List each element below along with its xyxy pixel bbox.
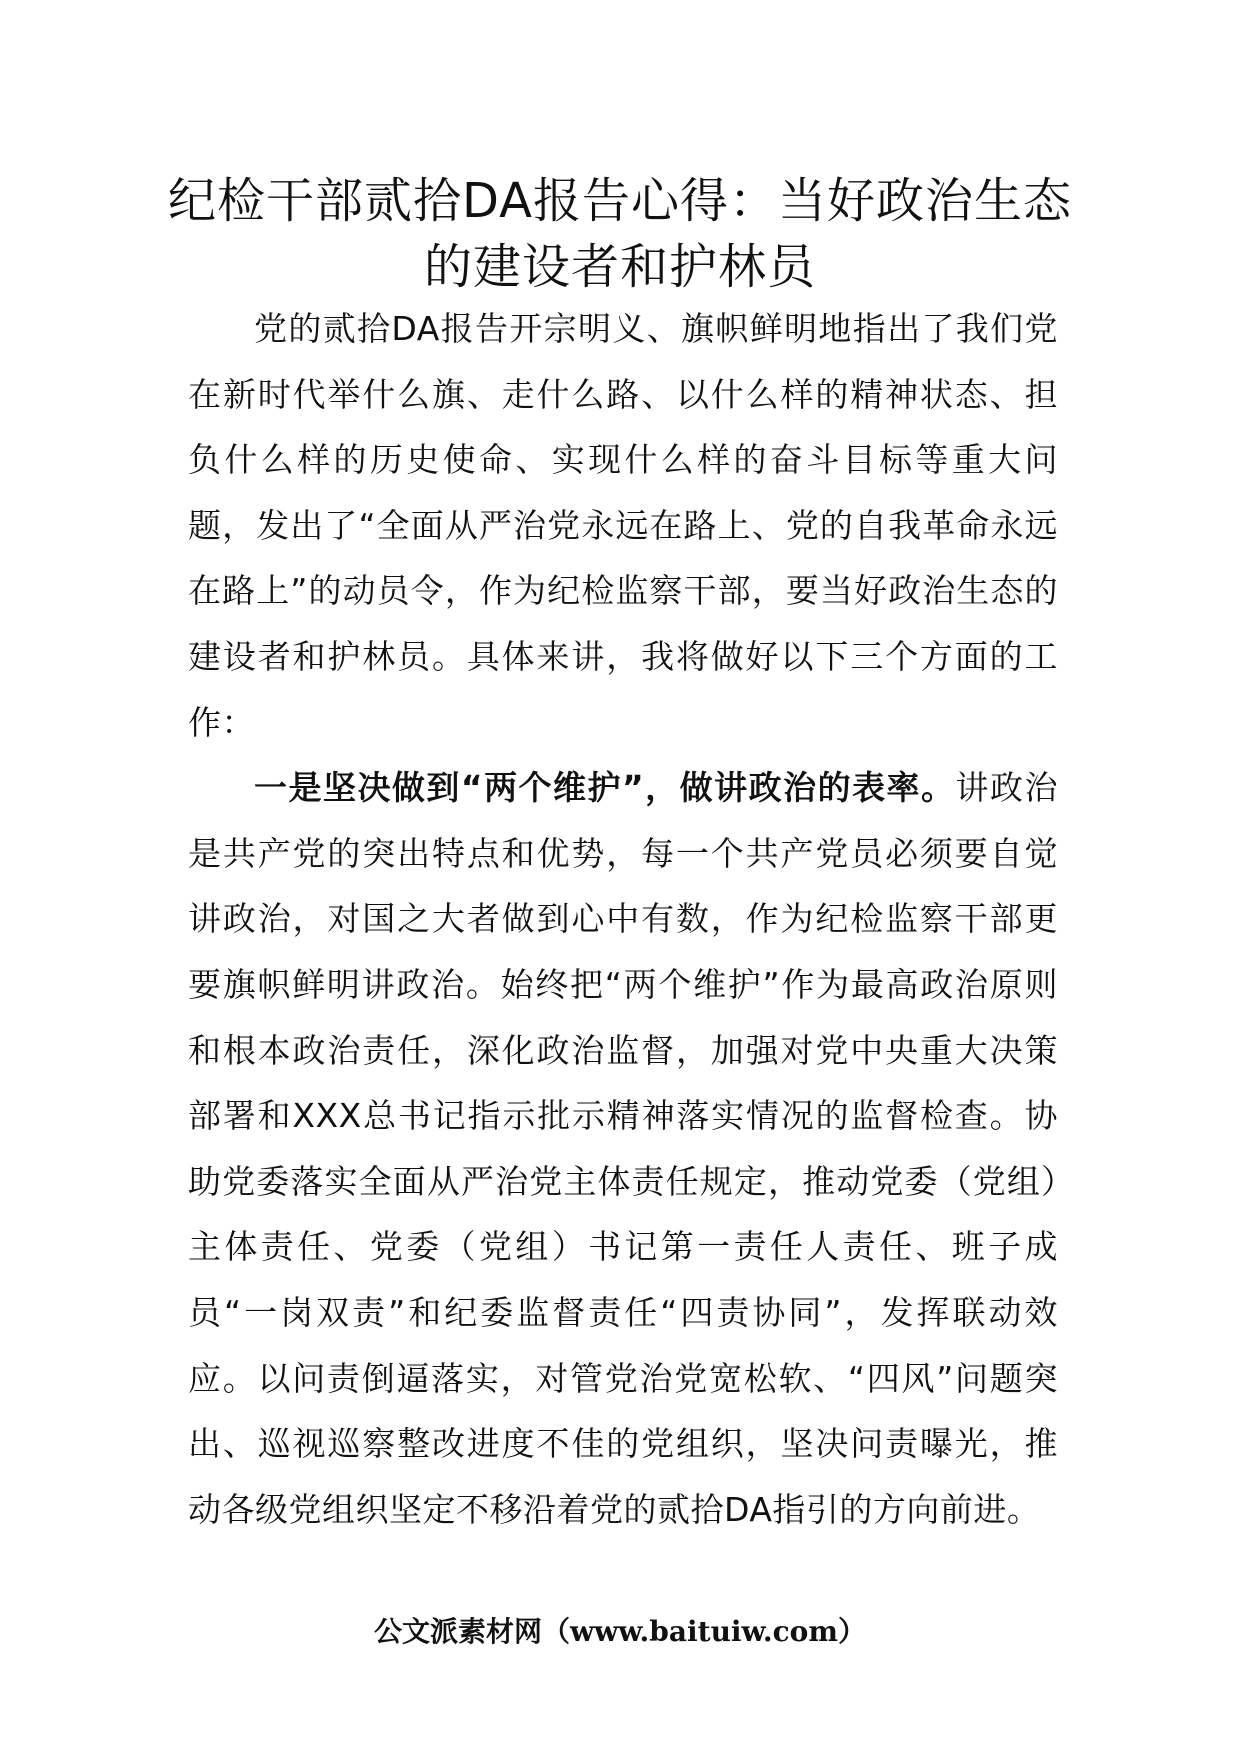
paragraph-lead-sentence: 一是坚决做到“两个维护”，做讲政治的表率。 [254, 768, 956, 808]
paragraph-intro: 党的贰拾DA报告开宗明义、旗帜鲜明地指出了我们党在新时代举什么旗、走什么路、以什么样的精神状态、担负什么样的历史使命、实现什么样的奋斗目标等重大问题，发出了“全面从严治党永远在路上、党的自我革命永远在路上”的动员令，作为纪检监察干部，要当好政治生态的建设者和护林员。具体来讲，我将做好以下三个方面的工作： [188, 309, 1058, 742]
document-title [150, 168, 1090, 300]
document-body [188, 296, 1058, 1542]
title-line-1: 纪检干部贰拾DA报告心得：当好政治生态 [168, 173, 1072, 229]
title-line-2: 的建设者和护林员 [423, 239, 816, 295]
watermark-footer: 公文派素材网（www.baituiw.com） [374, 1615, 866, 1648]
paragraph-body-text: 讲政治是共产党的突出特点和优势，每一个共产党员必须要自觉讲政治，对国之大者做到心中有数，作为纪检监察干部更要旗帜鲜明讲政治。始终把“两个维护”作为最高政治原则和根本政治责任，深化政治监督，加强对党中央重大决策部署和XXX总书记指示批示精神落实情况的监督检查。协助党委落实全面从严治党主体责任规定，推动党委（党组）主体责任、党委（党组）书记第一责任人责任、班子成员“一岗双责”和纪委监督责任“四责协同”，发挥联动效应。以问责倒逼落实，对管党治党宽松软、“四风”问题突出、巡视巡察整改进度不佳的党组织，坚决问责曝光，推动各级党组织坚定不移沿着党的贰拾DA指引的方向前进。 [188, 768, 1058, 1529]
paragraph-point-one [188, 755, 1058, 1542]
